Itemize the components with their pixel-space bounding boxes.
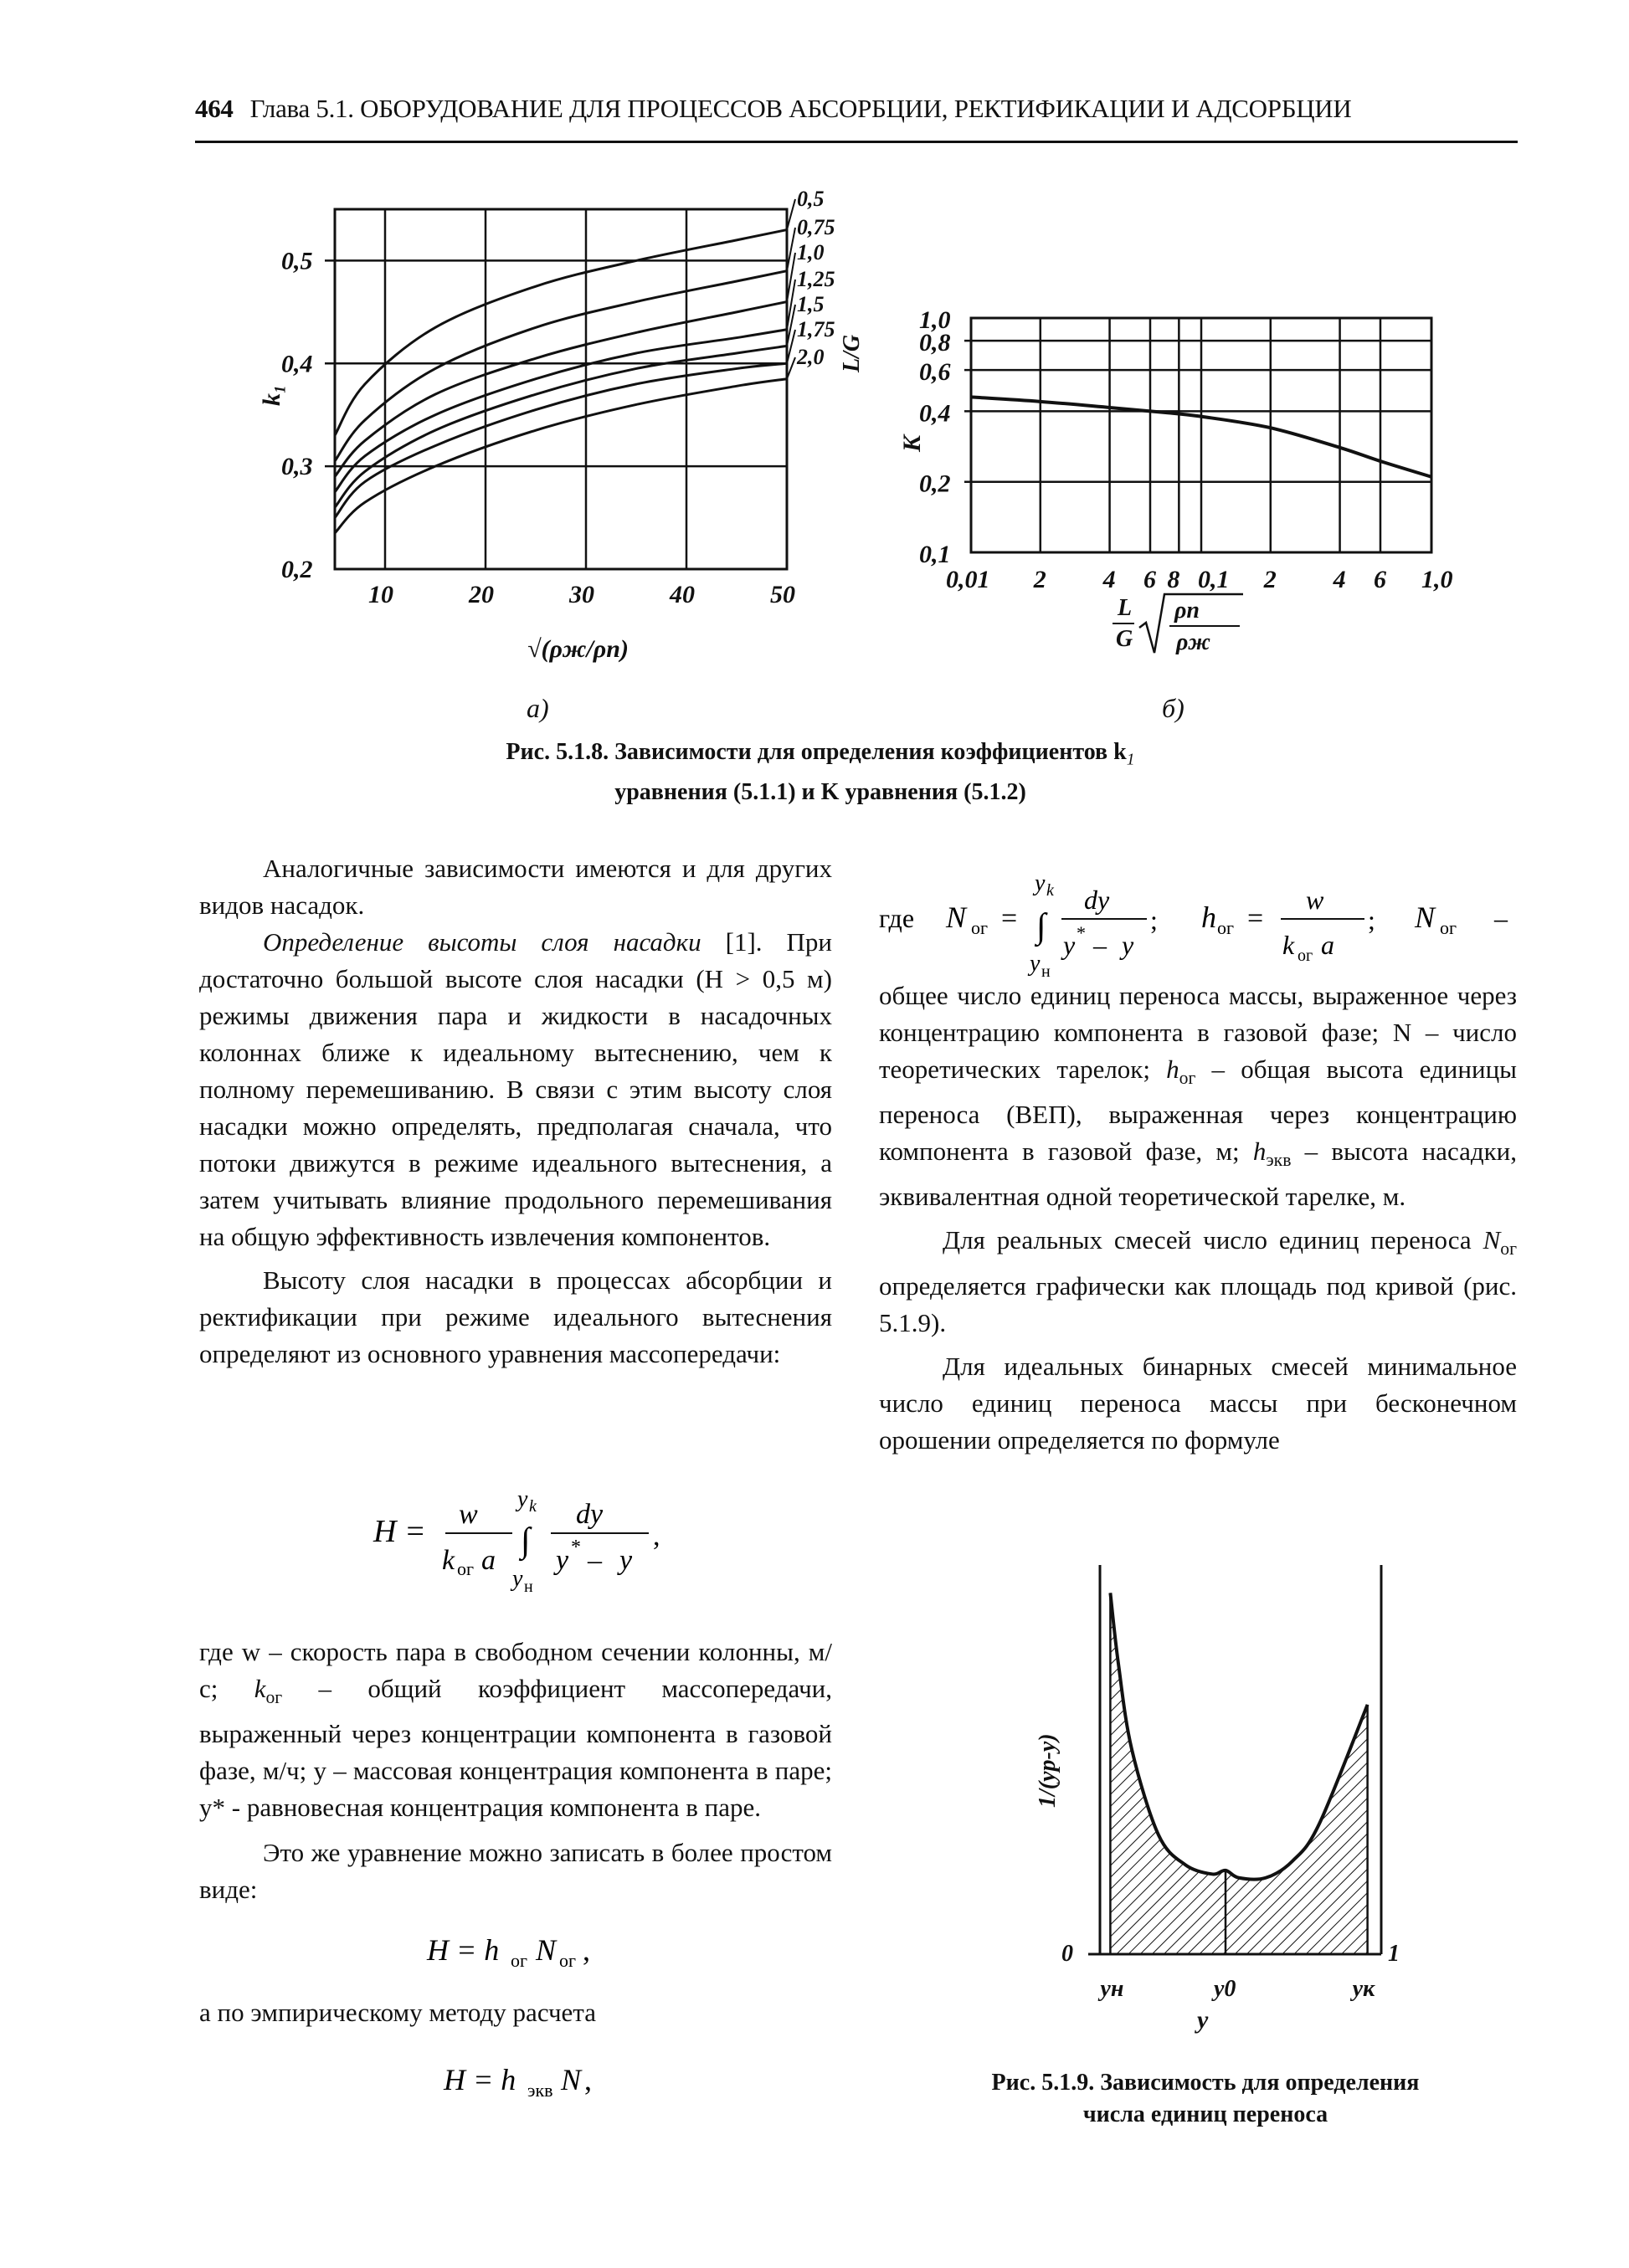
caption-line-1: Рис. 5.1.8. Зависимости для определения коэффициентов k (506, 739, 1127, 765)
svg-text:dy: dy (1084, 885, 1110, 915)
svg-text:N: N (561, 2063, 582, 2096)
x-axis-label: y (1197, 2006, 1209, 2034)
figure-5-1-8-a (251, 188, 971, 695)
x-tick-label: 4 (1102, 566, 1116, 593)
svg-text:=: = (1001, 903, 1018, 934)
svg-text:ог: ог (971, 917, 989, 938)
svg-text:∫: ∫ (521, 1521, 531, 1560)
chapter-title: Глава 5.1. ОБОРУДОВАНИЕ ДЛЯ ПРОЦЕССОВ АБСОРБЦИИ, РЕКТИФИКАЦИИ И АДСОРБЦИИ (249, 94, 1352, 123)
x-axis-label-rhozh: ρж (1176, 629, 1211, 655)
x-tick-label: yк (1352, 1976, 1375, 2002)
figure-sublabel-b: б) (1162, 693, 1184, 723)
svg-text:ог: ог (1440, 917, 1457, 938)
y-tick-label: 0,5 (281, 247, 313, 275)
svg-text:N: N (536, 1933, 557, 1967)
x-axis-label (1113, 594, 1243, 655)
svg-text:k: k (442, 1545, 455, 1576)
symbol-k-sub: ог (265, 1687, 283, 1708)
x-tick-label: 40 (670, 581, 695, 608)
running-head (195, 94, 1518, 124)
y-tick-label: 0,2 (919, 470, 951, 498)
paragraph: Высоту слоя насадки в процессах абсорбции и ректификации при режиме идеального вытеснения определяют из основного уравнения массопередачи: (199, 1265, 832, 1368)
x-tick-label: 10 (368, 581, 393, 608)
formula-nog-hog (879, 862, 1532, 983)
x-tick-label: 0,01 (946, 566, 990, 593)
header-rule (195, 141, 1518, 143)
y-axis-label: 1/(yp-y) (1035, 1733, 1061, 1808)
series-label: 1,5 (797, 292, 825, 316)
x-axis-label: √(ρж/ρп) (527, 635, 629, 663)
svg-text:k: k (1282, 930, 1295, 960)
svg-text:–: – (1093, 930, 1107, 960)
caption-line-2: числа единиц переноса (1082, 2101, 1328, 2127)
paragraph (879, 1222, 1517, 1341)
word-gde: где (879, 903, 915, 933)
y-tick-label: 0,1 (919, 541, 951, 568)
paragraph-text: – общая высота единицы переноса (ВЕП), выраженная через концентрацию компонента в газовой фазе, м; (879, 1054, 1517, 1167)
formula-h-hN (419, 1925, 653, 1979)
x-tick-label: 1 (1388, 1941, 1400, 1967)
y-axis-label: K (898, 434, 926, 452)
section-title: Определение высоты слоя насадки (263, 927, 701, 957)
x-tick-label: 0 (1061, 1941, 1073, 1967)
svg-text:H = h: H = h (427, 1933, 500, 1967)
svg-text:dy: dy (576, 1499, 604, 1530)
svg-text:,: , (583, 1933, 590, 1967)
paragraph: Для идеальных бинарных смесей минимальное число единиц переноса массы при бесконечном орошении определяется по формуле (879, 1351, 1517, 1455)
left-column (199, 850, 832, 1373)
series-label: 1,75 (797, 317, 835, 341)
svg-text:экв: экв (527, 2080, 553, 2101)
svg-text:,: , (584, 2063, 592, 2096)
x-tick-label: 6 (1143, 566, 1156, 593)
paragraph-text: Для реальных смесей число единиц переноса (943, 1225, 1483, 1255)
paragraph: а по эмпирическому методу расчета (199, 1998, 596, 2027)
svg-text:–: – (588, 1545, 602, 1576)
y-tick-label: 0,8 (919, 329, 951, 357)
left-column-3 (199, 1994, 832, 2031)
svg-text:–: – (1494, 903, 1508, 933)
paragraph: Аналогичные зависимости имеются и для других видов насадок. (199, 854, 832, 920)
y-tick-label: 0,6 (919, 358, 951, 387)
svg-text:;: ; (1368, 905, 1375, 935)
x-tick-label: 8 (1167, 566, 1180, 593)
x-tick-label: 6 (1373, 566, 1386, 593)
series-label: 0,5 (797, 187, 825, 211)
right-axis-label: L/G (839, 334, 865, 372)
svg-text:y: y (517, 1486, 528, 1512)
left-column-2 (199, 1634, 832, 1908)
svg-text:N: N (946, 901, 967, 934)
svg-text:*: * (1077, 922, 1086, 943)
y-tick-label: 0,2 (281, 556, 313, 583)
series-label: 0,75 (797, 215, 835, 239)
svg-text:ог: ог (511, 1950, 528, 1971)
x-tick-label: y0 (1214, 1976, 1236, 2002)
symbol-h: h (1166, 1054, 1179, 1084)
x-tick-label: 1,0 (1421, 566, 1453, 593)
paragraph-text: где w – скорость пара в свободном сечении колонны, м/с; (199, 1637, 832, 1703)
symbol-h-sub: ог (1179, 1068, 1196, 1089)
x-tick-label: 0,1 (1198, 566, 1230, 593)
right-column (879, 977, 1517, 1459)
svg-text:ог: ог (1217, 917, 1235, 938)
page-number: 464 (195, 94, 234, 123)
svg-text:y: y (1122, 930, 1134, 960)
svg-text:;: ; (1150, 905, 1158, 935)
figure-sublabel-a: а) (527, 693, 549, 723)
series-label: 2,0 (797, 345, 825, 369)
x-axis-label-G: G (1116, 626, 1133, 652)
formula-h-integral-svg (368, 1481, 720, 1607)
series-label: 1,0 (797, 240, 825, 264)
svg-text:y: y (512, 1566, 523, 1592)
svg-text:h: h (1201, 901, 1216, 934)
svg-text:w: w (1306, 885, 1324, 915)
paragraph: Это же уравнение можно записать в более простом виде: (199, 1838, 832, 1905)
paragraph-text: общее число единиц переноса массы, выраженное через концентрацию компонента в газовой фазе; N – число теоретических тарелок; (879, 981, 1517, 1084)
x-tick-label: yн (1100, 1976, 1124, 2002)
caption-line-1: Рис. 5.1.9. Зависимость для определения (991, 2070, 1420, 2096)
x-tick-label: 30 (569, 581, 594, 608)
figure-5-1-8-b (898, 301, 1494, 699)
svg-text:N: N (1415, 901, 1436, 934)
symbol-hekv-sub: экв (1266, 1150, 1292, 1171)
svg-text:y: y (556, 1545, 569, 1576)
caption-sub-1: 1 (1126, 751, 1135, 769)
svg-text:k: k (1046, 881, 1054, 900)
series-line (335, 330, 787, 492)
paragraph-text: [1]. При достаточно большой высоте слоя насадки (H > 0,5 м) режимы движения пара и жидкости в насадочных колоннах ближе к идеальному вытеснению, чем к полному перемешиванию. В связи с этим высоту слоя насадки можно определять, предполагая сначала, что потоки движутся в режиме идеального вытеснения, а затем учитывать влияние продольного перемешивания на общую эффективность извлечения компонентов. (199, 927, 833, 1251)
svg-text:y: y (1030, 951, 1041, 977)
svg-text:k: k (529, 1497, 537, 1516)
y-tick-label: 1,0 (919, 306, 951, 334)
symbol-k: k (254, 1674, 266, 1703)
svg-text:н: н (1041, 962, 1051, 981)
x-tick-label: 20 (469, 581, 494, 608)
formula-h-hekv (435, 2055, 653, 2109)
svg-text:a: a (481, 1545, 496, 1576)
y-tick-label: 0,4 (919, 399, 951, 428)
symbol-hekv: h (1252, 1137, 1267, 1167)
paragraph (199, 1634, 832, 1826)
chart-a-svg (251, 188, 971, 690)
symbol-N: N (1483, 1225, 1501, 1255)
x-tick-label: 50 (770, 581, 795, 608)
formula-h-integral (368, 1481, 720, 1611)
svg-text:H =: H = (373, 1514, 426, 1549)
svg-text:y: y (1035, 870, 1046, 896)
formula-nog-hog-svg (879, 862, 1532, 979)
svg-text:H = h: H = h (444, 2063, 516, 2096)
chart-b-svg (898, 301, 1494, 695)
figure-5-1-8-caption (360, 736, 1281, 808)
formula-h-hN-svg (419, 1925, 653, 1975)
series-label: 1,25 (797, 267, 835, 291)
svg-text:ог: ог (457, 1558, 475, 1579)
x-tick-label: 2 (1263, 566, 1277, 593)
svg-text:ог: ог (559, 1950, 577, 1971)
svg-text:y: y (1063, 930, 1076, 960)
y-tick-label: 0,3 (281, 453, 313, 481)
x-tick-label: 2 (1033, 566, 1046, 593)
caption-line-2: уравнения (5.1.1) и K уравнения (5.1.2) (614, 778, 1026, 805)
svg-text:,: , (653, 1521, 660, 1552)
svg-text:*: * (571, 1537, 581, 1558)
svg-text:a: a (1321, 930, 1334, 960)
paragraph (879, 977, 1517, 1215)
svg-text:y: y (619, 1545, 633, 1576)
x-axis-label-rhop: ρп (1174, 598, 1200, 623)
chart-c-svg (996, 1565, 1431, 2034)
paragraph-text: – общий коэффициент массопередачи, выраженный через концентрации компонента в газовой фазе, м/ч; y – массовая концентрация компонента в паре; y* - равновесная концентрация компонента в паре. (199, 1674, 833, 1823)
x-tick-label: 4 (1333, 566, 1346, 593)
paragraph-text: определяется графически как площадь под кривой (рис. 5.1.9). (879, 1270, 1517, 1337)
svg-text:=: = (1247, 903, 1264, 934)
y-tick-label: 0,4 (281, 350, 313, 378)
symbol-N-sub: ог (1500, 1239, 1517, 1260)
paragraph (199, 924, 832, 1255)
x-axis-label-L: L (1118, 595, 1133, 621)
integral-area (1110, 1593, 1367, 1954)
figure-5-1-9-caption (912, 2067, 1498, 2131)
figure-5-1-9 (996, 1565, 1431, 2034)
svg-text:н: н (524, 1578, 533, 1596)
paragraph-text: – высота насадки, эквивалентная одной теоретической тарелке, м. (879, 1137, 1518, 1212)
svg-text:ог: ог (1298, 947, 1313, 965)
y-axis-label: k₁ (258, 384, 285, 406)
formula-h-hekv-svg (435, 2055, 653, 2105)
svg-text:w: w (459, 1499, 478, 1530)
svg-text:∫: ∫ (1036, 907, 1046, 946)
